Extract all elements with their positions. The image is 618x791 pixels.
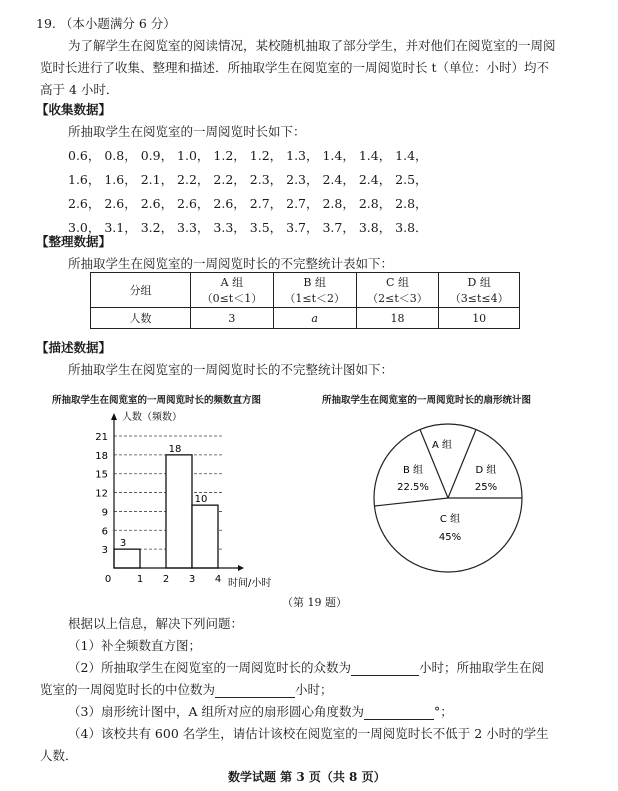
pie-title: 所抽取学生在阅览室的一周阅览时长的扇形统计图 [322, 395, 532, 406]
answer-blank-median[interactable] [215, 685, 295, 698]
histogram-title: 所抽取学生在阅览室的一周阅览时长的频数直方图 [52, 395, 262, 406]
table-count-d: 10 [439, 308, 520, 329]
histogram-bar [192, 505, 218, 568]
intro-line-3: 高于 4 小时． [40, 82, 119, 97]
organize-caption: 所抽取学生在阅览室的一周阅览时长的不完整统计表如下： [68, 256, 394, 271]
data-row-4: 3.0， 3.1， 3.2， 3.3， 3.3， 3.5， 3.7， 3.7， 3.8， 3.8． [68, 220, 428, 235]
collect-caption: 所抽取学生在阅览室的一周阅览时长如下： [68, 124, 306, 139]
pie-pct-c: 45% [438, 532, 462, 543]
table-count-b: a [273, 308, 356, 329]
figure-caption: （第 19 题） [282, 596, 347, 609]
intro-line-1: 为了解学生在阅览室的阅读情况，某校随机抽取了部分学生，并对他们在阅览室的一周阅 [68, 38, 556, 53]
y-tick-label: 15 [95, 469, 108, 481]
x-tick-label: 4 [214, 574, 222, 585]
table-cell-group-b: B 组 （1≤t＜2） [273, 273, 356, 308]
collect-heading: 【收集数据】 [36, 102, 112, 117]
pie-label-c: C 组 [439, 514, 461, 525]
table-cell-group-a: A 组 （0≤t＜1） [191, 273, 274, 308]
bar-value-label: 10 [194, 494, 208, 506]
question-4-line-2: 人数． [40, 748, 78, 763]
y-tick-label: 6 [101, 526, 108, 538]
bar-value-label: 3 [119, 538, 127, 550]
origin-label: 0 [104, 574, 112, 585]
x-tick-label: 2 [162, 574, 170, 585]
answer-blank-mode[interactable] [351, 663, 419, 676]
x-tick-label: 3 [188, 574, 196, 585]
data-row-3: 2.6， 2.6， 2.6， 2.6， 2.6， 2.7， 2.7， 2.8， 2.8， 2.8， [68, 196, 428, 211]
describe-caption: 所抽取学生在阅览室的一周阅览时长的不完整统计图如下： [68, 362, 394, 377]
question-2-line-2: 览室的一周阅览时长的中位数为 小时； [40, 682, 333, 697]
pie-label-d: D 组 [475, 465, 497, 476]
question-header [36, 14, 176, 32]
table-header-count: 人数 [91, 308, 191, 329]
table-count-a: 3 [191, 308, 274, 329]
histogram [80, 408, 310, 588]
pie-pct-b: 22.5% [397, 482, 429, 493]
y-tick-label: 9 [101, 507, 108, 519]
describe-heading: 【描述数据】 [36, 340, 112, 355]
question-number: 19. [36, 16, 56, 31]
y-tick-label: 12 [95, 488, 108, 500]
histogram-bar [166, 455, 192, 568]
y-axis-label: 人数（频数） [122, 412, 182, 423]
question-4-line: （4）该校共有 600 名学生，请估计该校在阅览室的一周阅览时长不低于 2 小时的学生 [68, 726, 549, 741]
table-count-c: 18 [356, 308, 439, 329]
stats-table [90, 272, 520, 329]
organize-heading: 【整理数据】 [36, 234, 112, 249]
bar-value-label: 18 [168, 443, 182, 455]
x-axis-arrow [238, 565, 244, 571]
points-note: （本小题满分 6 分） [59, 16, 176, 31]
data-row-1: 0.6， 0.8， 0.9， 1.0， 1.2， 1.2， 1.3， 1.4， 1.4， 1.4， [68, 148, 428, 163]
y-tick-label: 18 [95, 450, 108, 462]
pie-pct-d: 25% [474, 482, 498, 493]
question-1: （1）补全频数直方图； [68, 638, 201, 653]
data-row-2: 1.6， 1.6， 2.1， 2.2， 2.2， 2.3， 2.3， 2.4， 2.4， 2.5， [68, 172, 428, 187]
histogram-bar [114, 549, 140, 568]
page-footer: 数学试题 第 3 页（共 8 页） [228, 770, 386, 784]
intro-line-2: 览时长进行了收集、整理和描述．所抽取学生在阅览室的一周阅览时长 t（单位：小时）均不 [40, 60, 549, 75]
pie-label-a: A 组 [431, 440, 453, 451]
question-3-line: （3）扇形统计图中，A 组所对应的扇形圆心角度数为 °； [68, 704, 453, 719]
answer-blank-angle[interactable] [364, 707, 434, 720]
table-cell-group-d: D 组 （3≤t≤4） [439, 273, 520, 308]
x-axis-label: 时间/小时 [228, 578, 272, 588]
y-tick-label: 21 [95, 432, 108, 443]
table-header-group: 分组 [91, 273, 191, 308]
table-cell-group-c: C 组 （2≤t＜3） [356, 273, 439, 308]
pie-chart [368, 418, 528, 578]
question-2-line: （2）所抽取学生在阅览室的一周阅览时长的众数为 小时；所抽取学生在阅 [68, 660, 544, 675]
pie-label-b: B 组 [402, 465, 424, 476]
x-tick-label: 1 [136, 574, 144, 585]
questions-lead: 根据以上信息，解决下列问题： [68, 616, 244, 631]
y-axis-arrow [111, 413, 117, 420]
y-tick-label: 3 [101, 545, 108, 557]
